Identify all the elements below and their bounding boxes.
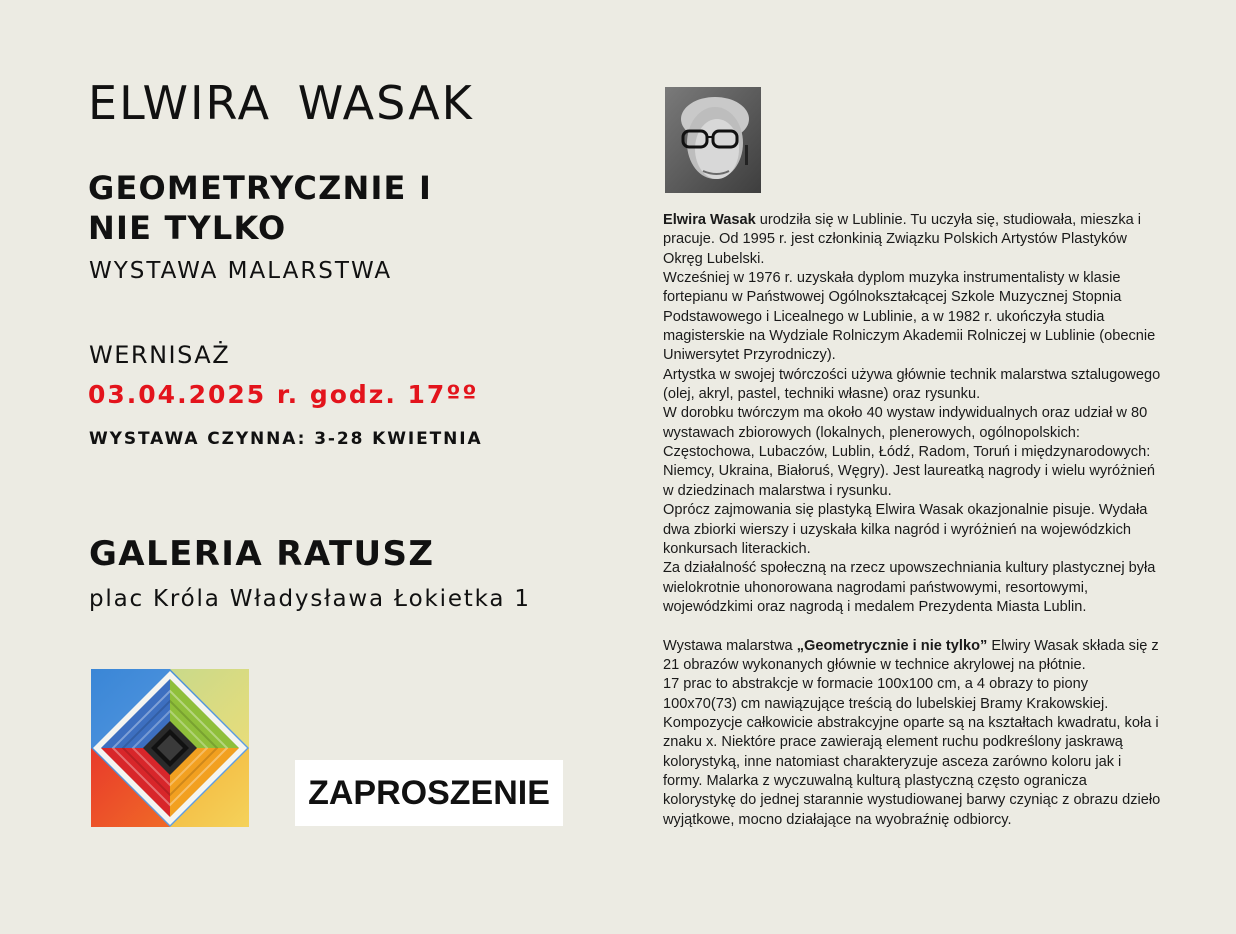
exhibition-title-line-2: NIE TYLKO	[88, 209, 287, 247]
open-period: WYSTAWA CZYNNA: 3-28 KWIETNIA	[89, 429, 483, 449]
exhibition-title-line-1: GEOMETRYCZNIE I	[88, 169, 433, 207]
gallery-name: GALERIA RATUSZ	[89, 534, 435, 574]
artist-name: ELWIRA WASAK	[88, 76, 474, 130]
vernissage-datetime: 03.04.2025 r. godz. 17ºº	[88, 380, 479, 409]
exhibition-description: Wystawa malarstwa „Geometrycznie i nie tylko” Elwiry Wasak składa się z 21 obrazów wykonanych głównie w technice akrylowej na płótnie.	[663, 637, 1159, 673]
bio-paragraph: Elwira Wasak urodziła się w Lublinie. Tu uczyła się, studiowała, mieszka i pracuje. Od 1995 r. jest członkinią Związku Polskich Artystów Plastyków Okręg Lubelski.	[663, 212, 1142, 267]
bio-paragraph: Za działalność społeczną na rzecz upowszechniania kultury plastycznej była wielokrotnie uhonorowana nagrodami państwowymi, resortowymi, wojewódzkimi oraz nagrodą i medalem Prezydenta Miasta Lublin.	[663, 560, 1156, 615]
exhibition-description: Kompozycje całkowicie abstrakcyjne oparte są na kształtach kwadratu, koła i znaku x. Niektóre prace zawierają element ruchu podkreślony jaskrawą kolorystyką, inne natomiast charakteryzuje asceza zarówno koloru jak i formy. Malarka z wyczuwalną kulturą plastyczną często ogranicza kolorystykę do jednej starannie wystudiowanej barwy czyniąc z obrazu dzieło wyjątkowe, mocno działające na wyobraźnię odbiorcy.	[663, 714, 1161, 828]
invitation-label: ZAPROSZENIE	[295, 760, 563, 826]
artist-biography	[663, 211, 1163, 830]
exhibition-subtitle: WYSTAWA MALARSTWA	[89, 258, 393, 284]
bio-artist-name: Elwira Wasak	[663, 212, 756, 228]
vernissage-label: WERNISAŻ	[89, 341, 231, 369]
exhibition-title	[88, 168, 432, 248]
exhibition-description: 17 prac to abstrakcje w formacie 100x100 cm, a 4 obrazy to piony 100x70(73) cm nawiązujące treścią do lubelskiej Bramy Krakowskiej.	[663, 676, 1109, 712]
bio-paragraph: Artystka w swojej twórczości używa głównie technik malarstwa sztalugowego (olej, akryl, pastel, techniki własne) oraz rysunku.	[663, 366, 1161, 403]
bio-paragraph: W dorobku twórczym ma około 40 wystaw indywidualnych oraz udział w 80 wystawach zbiorowych (lokalnych, plenerowych, ogólnopolskich: Częstochowa, Lubaczów, Lublin, Łódź, Radom, Toruń i międzynarodowych: Niemcy, Ukraina, Białoruś, Węgry). Jest laureatką nagrody i wielu wyróżnień w dziedzinach malarstwa i rysunku.	[663, 405, 1156, 499]
gallery-address: plac Króla Władysława Łokietka 1	[89, 586, 531, 612]
bio-paragraph: Oprócz zajmowania się plastyką Elwira Wasak okazjonalnie pisuje. Wydała dwa zbiorki wierszy i uzyskała kilka nagród i wyróżnień na wojewódzkich konkursach literackich.	[663, 502, 1148, 557]
artist-portrait-image	[665, 87, 761, 193]
bio-paragraph: Wcześniej w 1976 r. uzyskała dyplom muzyka instrumentalisty w klasie fortepianu w Państwowej Ogólnokształcącej Szkole Muzycznej Stopnia Podstawowego i Licealnego w Lublinie, a w 1982 r. ukończyła studia magisterskie na Wydziale Rolniczym Akademii Rolniczej w Lublinie (obecnie Uniwersytet Przyrodniczy).	[663, 270, 1156, 364]
painting-image	[91, 669, 249, 827]
exhibition-title-quote: „Geometrycznie i nie tylko”	[796, 637, 988, 654]
